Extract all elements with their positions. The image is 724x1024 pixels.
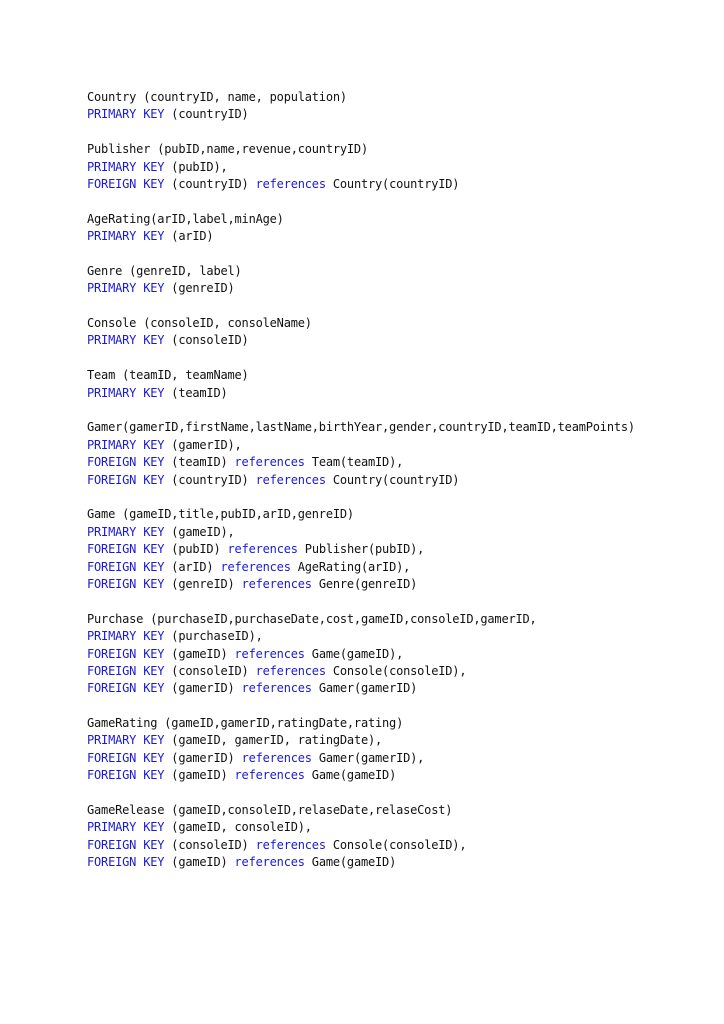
sql-text: (gamerID) (164, 750, 242, 765)
sql-keyword: FOREIGN KEY (87, 472, 165, 487)
sql-text: (teamID) (164, 385, 228, 400)
constraint-line (87, 628, 717, 645)
table-signature-line (87, 89, 717, 106)
table-definition (87, 141, 717, 193)
sql-keyword: FOREIGN KEY (87, 542, 165, 557)
sql-text: (gameID), (164, 524, 235, 539)
constraint-line (87, 854, 717, 871)
sql-keyword: PRIMARY KEY (87, 107, 165, 122)
sql-text: Game (gameID,title,pubID,arID,genreID) (87, 507, 354, 522)
sql-text: Game(gameID), (304, 646, 404, 661)
sql-text: Country(countryID) (325, 176, 460, 191)
sql-keyword: FOREIGN KEY (87, 855, 165, 870)
constraint-line (87, 106, 717, 123)
constraint-line (87, 732, 717, 749)
table-signature-line (87, 367, 717, 384)
constraint-line (87, 663, 717, 680)
sql-text: Gamer(gamerID), (311, 750, 425, 765)
table-signature-line (87, 211, 717, 228)
sql-keyword: FOREIGN KEY (87, 768, 165, 783)
constraint-line (87, 541, 717, 558)
sql-text: (consoleID) (164, 663, 256, 678)
table-definition (87, 802, 717, 872)
sql-text: Team(teamID), (304, 455, 404, 470)
constraint-line (87, 646, 717, 663)
sql-keyword: PRIMARY KEY (87, 159, 165, 174)
table-definition (87, 715, 717, 785)
sql-text: (gamerID), (164, 437, 242, 452)
sql-text: (countryID) (164, 107, 249, 122)
sql-text: (genreID) (164, 281, 235, 296)
sql-keyword: references (255, 663, 326, 678)
sql-text: AgeRating(arID), (290, 559, 411, 574)
table-signature-line (87, 141, 717, 158)
sql-text: (consoleID) (164, 333, 249, 348)
schema-document (87, 89, 717, 889)
table-definition (87, 419, 717, 489)
constraint-line (87, 332, 717, 349)
sql-keyword: PRIMARY KEY (87, 385, 165, 400)
sql-keyword: FOREIGN KEY (87, 750, 165, 765)
sql-keyword: FOREIGN KEY (87, 576, 165, 591)
sql-text: GameRating (gameID,gamerID,ratingDate,rating) (87, 716, 404, 731)
sql-text: (teamID) (164, 455, 235, 470)
sql-keyword: PRIMARY KEY (87, 437, 165, 452)
sql-text: Country(countryID) (325, 472, 460, 487)
constraint-line (87, 767, 717, 784)
sql-keyword: references (220, 559, 291, 574)
sql-text: GameRelease (gameID,consoleID,relaseDate,relaseCost) (87, 803, 453, 818)
constraint-line (87, 159, 717, 176)
sql-text: AgeRating(arID,label,minAge) (87, 211, 284, 226)
sql-text: (gameID) (164, 768, 235, 783)
sql-keyword: references (234, 855, 305, 870)
table-signature-line (87, 715, 717, 732)
constraint-line (87, 176, 717, 193)
sql-text: Gamer(gamerID) (311, 681, 418, 696)
sql-text: Publisher(pubID), (297, 542, 425, 557)
constraint-line (87, 837, 717, 854)
sql-text: Country (countryID, name, population) (87, 90, 347, 104)
sql-keyword: references (234, 455, 305, 470)
sql-text: (gameID) (164, 646, 235, 661)
table-signature-line (87, 506, 717, 523)
table-definition (87, 315, 717, 350)
sql-text: (arID) (164, 229, 214, 244)
sql-keyword: references (255, 176, 326, 191)
constraint-line (87, 524, 717, 541)
sql-keyword: references (255, 472, 326, 487)
sql-text: (pubID) (164, 542, 228, 557)
sql-text: Purchase (purchaseID,purchaseDate,cost,gameID,consoleID,gamerID, (87, 611, 537, 626)
sql-keyword: FOREIGN KEY (87, 663, 165, 678)
sql-text: Console(consoleID), (325, 837, 467, 852)
sql-text: Genre (genreID, label) (87, 263, 242, 278)
sql-text: (countryID) (164, 176, 256, 191)
constraint-line (87, 750, 717, 767)
table-definition (87, 211, 717, 246)
sql-text: Game(gameID) (304, 768, 397, 783)
constraint-line (87, 576, 717, 593)
table-definition (87, 367, 717, 402)
sql-keyword: references (234, 768, 305, 783)
sql-keyword: PRIMARY KEY (87, 333, 165, 348)
sql-text: (pubID), (164, 159, 228, 174)
sql-text: (arID) (164, 559, 221, 574)
sql-text: (gameID, consoleID), (164, 820, 312, 835)
sql-keyword: FOREIGN KEY (87, 646, 165, 661)
table-definition (87, 506, 717, 593)
table-definition (87, 611, 717, 698)
constraint-line (87, 437, 717, 454)
sql-text: Genre(genreID) (311, 576, 418, 591)
table-signature-line (87, 263, 717, 280)
sql-keyword: PRIMARY KEY (87, 229, 165, 244)
sql-text: (consoleID) (164, 837, 256, 852)
sql-keyword: PRIMARY KEY (87, 524, 165, 539)
sql-keyword: PRIMARY KEY (87, 281, 165, 296)
sql-text: Console (consoleID, consoleName) (87, 316, 312, 331)
sql-keyword: references (241, 750, 312, 765)
sql-keyword: FOREIGN KEY (87, 681, 165, 696)
table-signature-line (87, 611, 717, 628)
sql-text: (genreID) (164, 576, 242, 591)
sql-keyword: FOREIGN KEY (87, 837, 165, 852)
constraint-line (87, 472, 717, 489)
table-signature-line (87, 419, 717, 436)
constraint-line (87, 228, 717, 245)
sql-text: Gamer(gamerID,firstName,lastName,birthYear,gender,countryID,teamID,teamPoints) (87, 420, 635, 435)
sql-text: (gameID, gamerID, ratingDate), (164, 733, 383, 748)
sql-keyword: FOREIGN KEY (87, 176, 165, 191)
sql-keyword: FOREIGN KEY (87, 455, 165, 470)
constraint-line (87, 280, 717, 297)
sql-keyword: PRIMARY KEY (87, 733, 165, 748)
table-definition (87, 89, 717, 124)
sql-text: Console(consoleID), (325, 663, 467, 678)
sql-keyword: references (234, 646, 305, 661)
sql-text: (countryID) (164, 472, 256, 487)
table-signature-line (87, 802, 717, 819)
constraint-line (87, 819, 717, 836)
sql-keyword: references (227, 542, 298, 557)
sql-keyword: PRIMARY KEY (87, 629, 165, 644)
constraint-line (87, 454, 717, 471)
sql-keyword: references (241, 681, 312, 696)
sql-text: (gameID) (164, 855, 235, 870)
table-signature-line (87, 315, 717, 332)
sql-text: (gamerID) (164, 681, 242, 696)
table-definition (87, 263, 717, 298)
sql-keyword: FOREIGN KEY (87, 559, 165, 574)
sql-text: Game(gameID) (304, 855, 397, 870)
sql-text: (purchaseID), (164, 629, 263, 644)
constraint-line (87, 680, 717, 697)
sql-text: Team (teamID, teamName) (87, 368, 249, 383)
sql-keyword: PRIMARY KEY (87, 820, 165, 835)
sql-keyword: references (241, 576, 312, 591)
sql-text: Publisher (pubID,name,revenue,countryID) (87, 142, 368, 157)
constraint-line (87, 385, 717, 402)
constraint-line (87, 559, 717, 576)
sql-keyword: references (255, 837, 326, 852)
